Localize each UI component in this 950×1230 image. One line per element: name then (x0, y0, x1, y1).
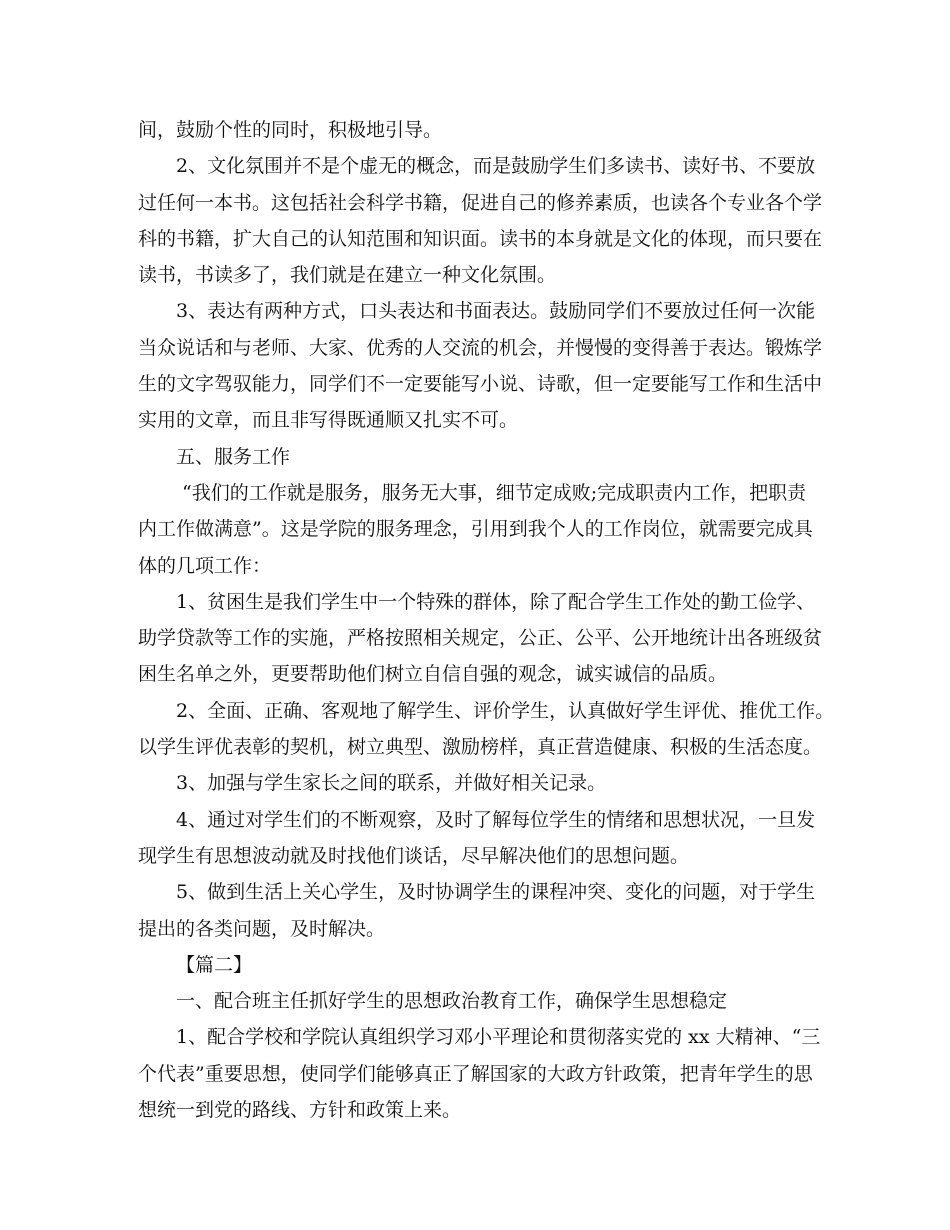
text-line: 4、通过对学生们的不断观察，及时了解每位学生的情绪和思想状况，一旦发 (176, 808, 816, 831)
text-line: 过任何一本书。这包括社会科学书籍，促进自己的修养素质，也读各个专业各个学 (138, 191, 823, 214)
text-line: 5、做到生活上关心学生，及时协调学生的课程冲突、变化的问题，对于学生 (176, 881, 816, 904)
text-line: 间，鼓励个性的同时，积极地引导。 (138, 119, 443, 141)
document-body (138, 112, 838, 1128)
text-line: 1、贫困生是我们学生中一个特殊的群体，除了配合学生工作处的勤工俭学、 (176, 590, 816, 613)
text-line: 以学生评优表彰的契机，树立典型、激励榜样，真正营造健康、积极的生活态度。 (138, 736, 823, 759)
text-line: 困生名单之外，更要帮助他们树立自信自强的观念，诚实诚信的品质。 (138, 663, 728, 686)
text-line: 2、全面、正确、客观地了解学生、评价学生，认真做好学生评优、推优工作。 (176, 699, 835, 722)
text-line: 2、文化氛围并不是个虚无的概念，而是鼓励学生们多读书、读好书、不要放 (176, 155, 816, 178)
text-line: 读书，书读多了，我们就是在建立一种文化氛围。 (138, 264, 557, 287)
text-line: 想统一到党的路线、方针和政策上来。 (138, 1099, 462, 1122)
text-line: 实用的文章，而且非写得既通顺又扎实不可。 (138, 409, 519, 432)
text-line: 3、表达有两种方式，口头表达和书面表达。鼓励同学们不要放过任何一次能 (176, 300, 816, 323)
text-line: 3、加强与学生家长之间的联系，并做好相关记录。 (176, 772, 607, 795)
text-line: 科的书籍，扩大自己的认知范围和知识面。读书的本身就是文化的体现，而只要在 (138, 227, 823, 250)
text-line: 1、配合学校和学院认真组织学习邓小平理论和贯彻落实党的 xx 大精神、“三 (176, 1026, 821, 1049)
text-line: 当众说话和与老师、大家、优秀的人交流的机会，并慢慢的变得善于表达。锻炼学 (138, 336, 823, 359)
section-heading: 一、配合班主任抓好学生的思想政治教育工作，确保学生思想稳定 (176, 990, 728, 1013)
text-line: “我们的工作就是服务，服务无大事，细节定成败;完成职责内工作，把职责 (182, 481, 807, 504)
text-line: 助学贷款等工作的实施，严格按照相关规定，公正、公平、公开地统计出各班级贫 (138, 627, 823, 650)
text-line: 个代表”重要思想，使同学们能够真正了解国家的大政方针政策，把青年学生的思 (138, 1062, 813, 1085)
text-line: 体的几项工作： (138, 554, 272, 577)
section-heading: 五、服务工作 (176, 445, 291, 468)
text-line: 生的文字驾驭能力，同学们不一定要能写小说、诗歌，但一定要能写工作和生活中 (138, 373, 823, 396)
section-heading: 【篇二】 (176, 953, 253, 976)
text-line: 内工作做满意”。这是学院的服务理念，引用到我个人的工作岗位，就需要完成具 (138, 518, 813, 541)
text-line: 现学生有思想波动就及时找他们谈话，尽早解决他们的思想问题。 (138, 844, 690, 867)
text-line: 提出的各类问题，及时解决。 (138, 917, 386, 940)
